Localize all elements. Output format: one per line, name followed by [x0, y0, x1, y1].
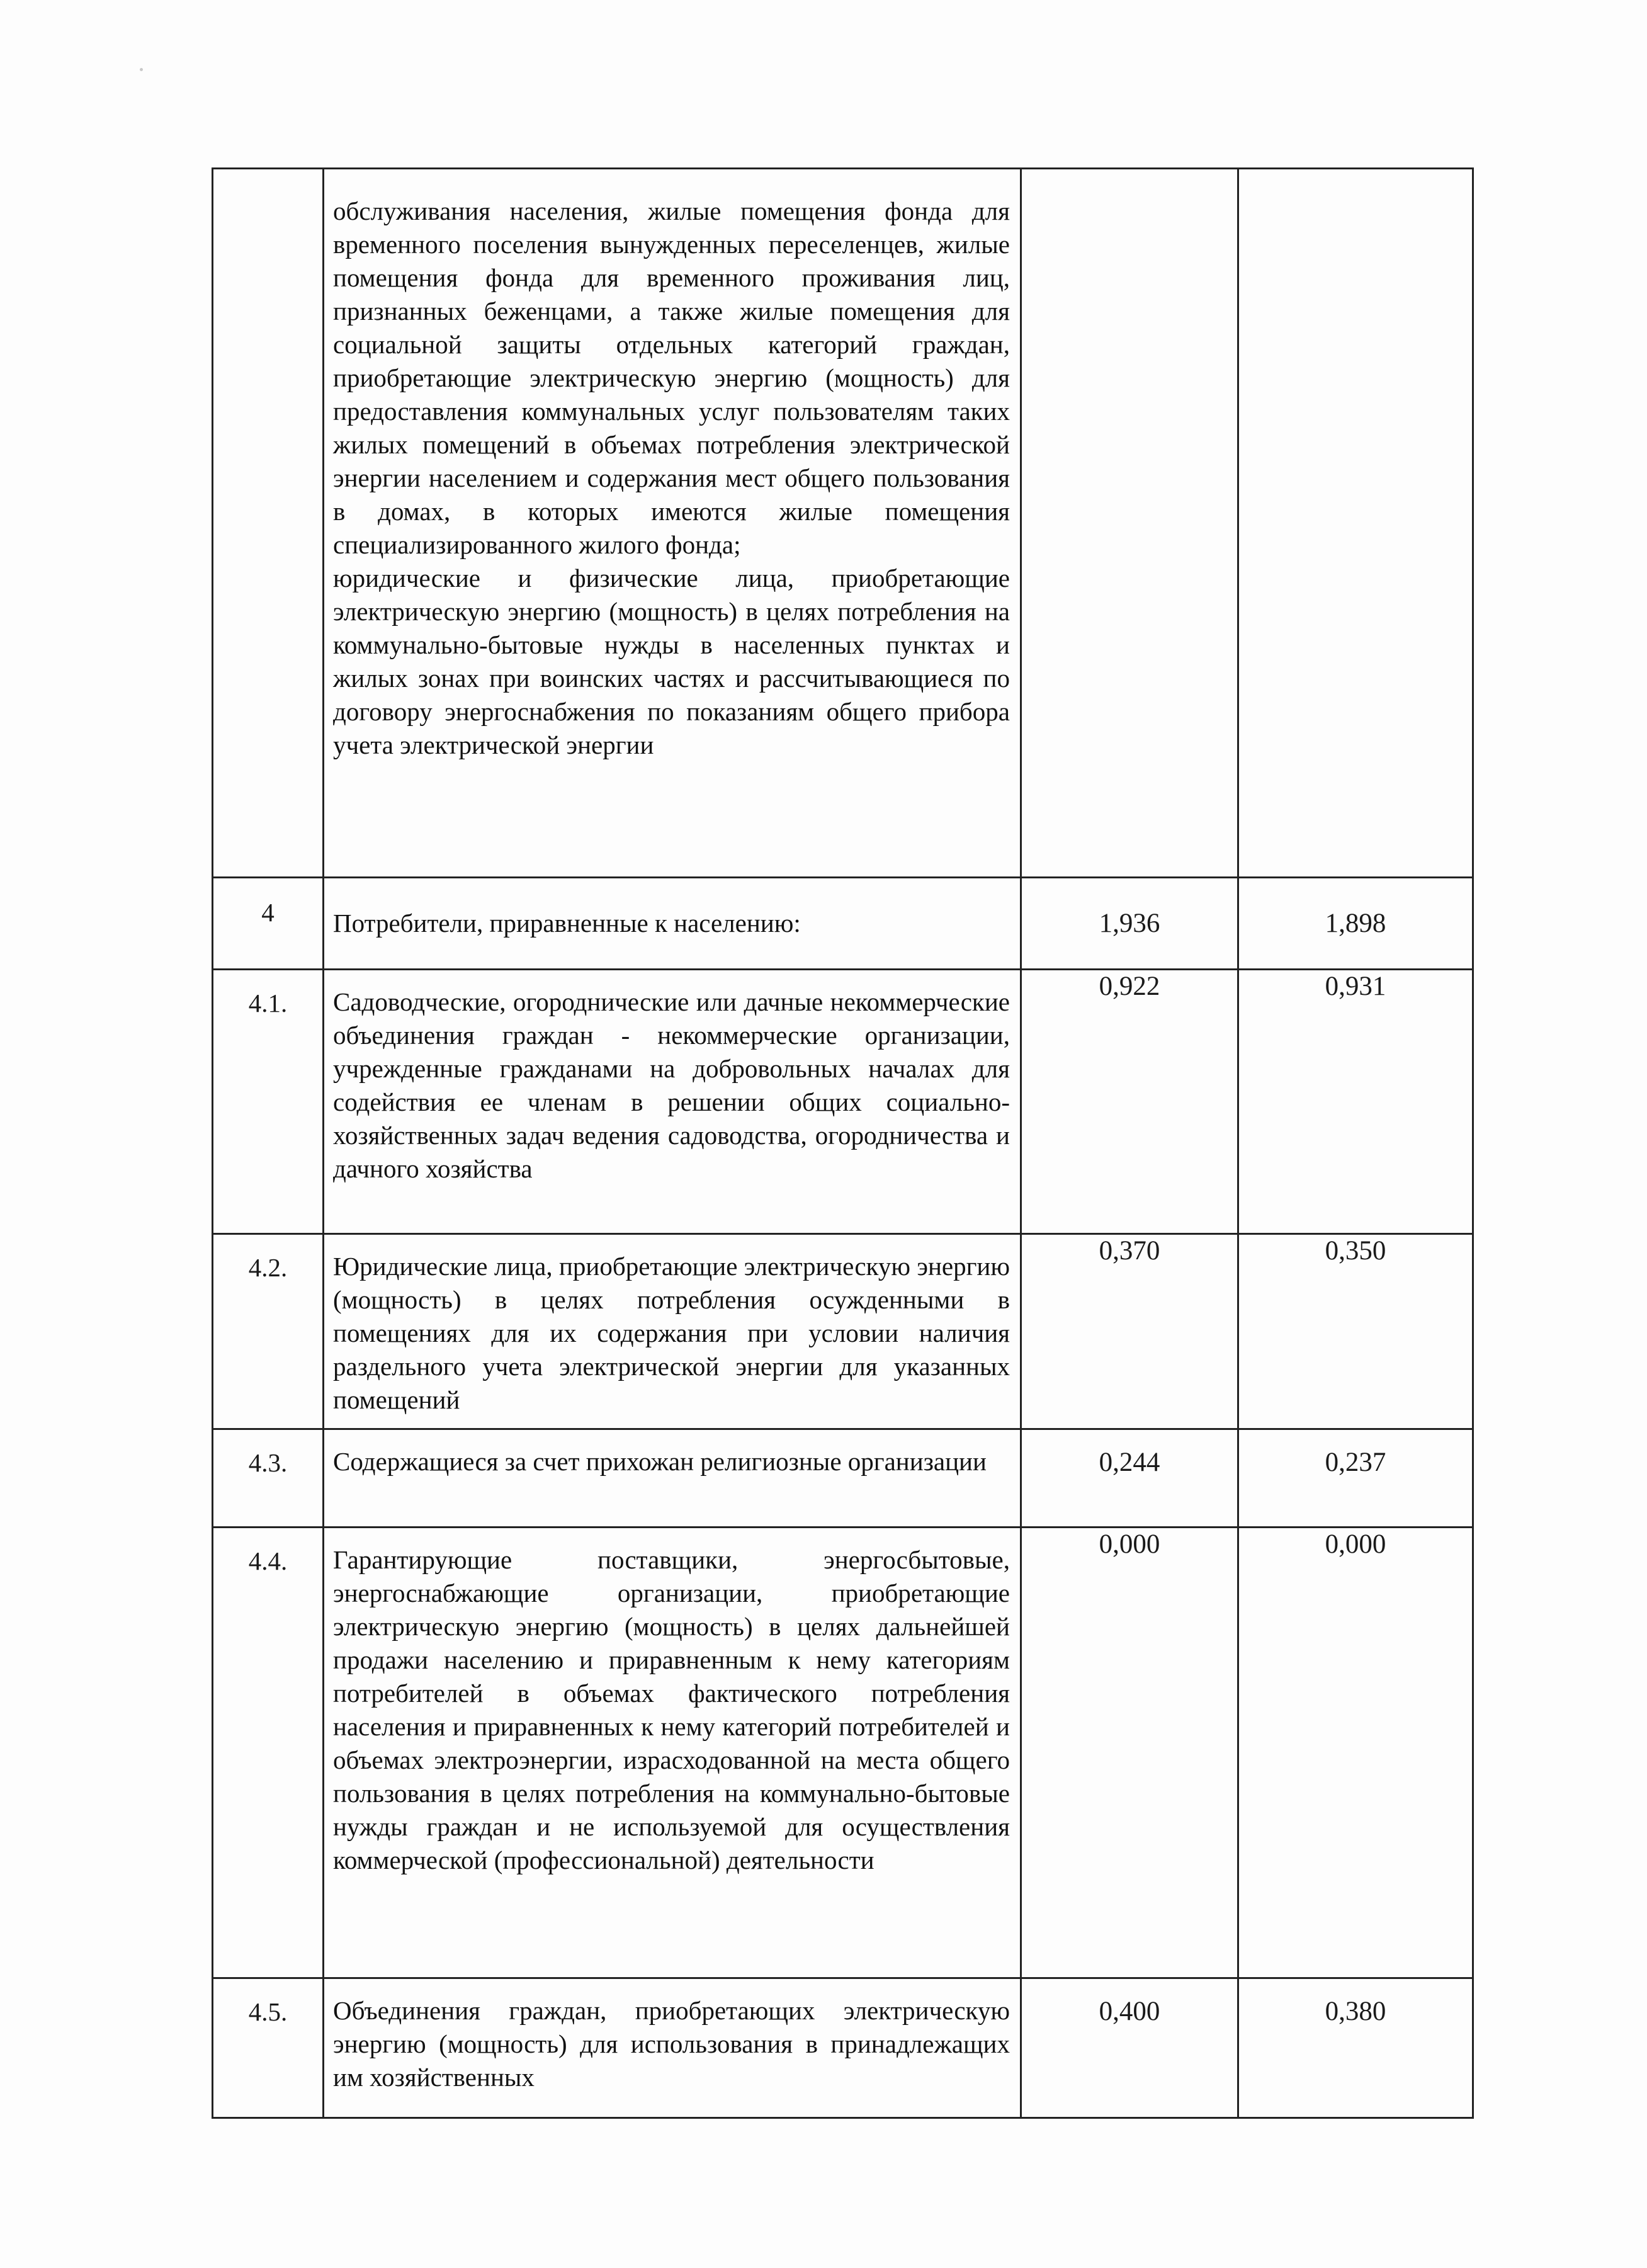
description-paragraph: Объединения граждан, приобретающих электрическую энергию (мощность) для использования в принадлежащих им хозяйственных [333, 1996, 1010, 2092]
description-paragraph: Садоводческие, огороднические или дачные некоммерческие объединения граждан - некоммерческие организации, учрежденные гражданами на добровольных началах для содействия ее членам в решении общих социально-хозяйственных задач ведения садоводства, огородничества и дачного хозяйства [333, 987, 1010, 1183]
row-value-1: 0,000 [1021, 1528, 1238, 1978]
description-paragraph: юридические и физические лица, приобретающие электрическую энергию (мощность) в целях потребления на коммунально-бытовые нужды в населенных пунктах и жилых зонах при воинских частях и рассчитывающиеся по договору энергоснабжения по показаниям общего прибора учета электрической энергии [333, 564, 1010, 759]
table-row-4-5 [213, 1978, 1473, 2118]
row-value-1: 0,922 [1021, 970, 1238, 1234]
description-paragraph: Гарантирующие поставщики, энергосбытовые, энергоснабжающие организации, приобретающие электрическую энергию (мощность) в целях дальнейшей продажи населению и приравненным к нему категориям потребителей в объемах фактического потребления населения и приравненных к нему категорий потребителей и объемах электроэнергии, израсходованной на места общего пользования в целях потребления на коммунально-бытовые нужды граждан и не используемой для осуществления коммерческой (профессиональной) деятельности [333, 1545, 1010, 1874]
row-description [324, 1429, 1021, 1528]
table-row-4-2 [213, 1234, 1473, 1429]
table-row-4-3 [213, 1429, 1473, 1528]
table-row-continuation [213, 169, 1473, 878]
row-value-2: 0,237 [1238, 1429, 1473, 1528]
description-paragraph: Потребители, приравненные к населению: [333, 909, 801, 938]
row-value-1: 1,936 [1021, 878, 1238, 970]
row-number: 4.1. [213, 970, 324, 1234]
row-number: 4.4. [213, 1528, 324, 1978]
row-value-1: 0,244 [1021, 1429, 1238, 1528]
row-value-1: 0,370 [1021, 1234, 1238, 1429]
row-description [324, 1528, 1021, 1978]
row-description [324, 169, 1021, 878]
row-description [324, 878, 1021, 970]
row-description [324, 1234, 1021, 1429]
table-row-4-1 [213, 970, 1473, 1234]
row-number [213, 169, 324, 878]
row-value-1 [1021, 169, 1238, 878]
row-value-2: 0,380 [1238, 1978, 1473, 2118]
row-value-2: 0,350 [1238, 1234, 1473, 1429]
row-number: 4.5. [213, 1978, 324, 2118]
scan-speck [140, 68, 143, 71]
description-paragraph: Содержащиеся за счет прихожан религиозные организации [333, 1447, 987, 1476]
row-description [324, 970, 1021, 1234]
row-value-1: 0,400 [1021, 1978, 1238, 2118]
row-number: 4.3. [213, 1429, 324, 1528]
table-row-4-4 [213, 1528, 1473, 1978]
row-value-2 [1238, 169, 1473, 878]
row-value-2: 1,898 [1238, 878, 1473, 970]
description-paragraph: Юридические лица, приобретающие электрическую энергию (мощность) в целях потребления осужденными в помещениях для их содержания при условии наличия раздельного учета электрической энергии для указанных помещений [333, 1252, 1010, 1414]
row-number: 4.2. [213, 1234, 324, 1429]
row-description [324, 1978, 1021, 2118]
row-value-2: 0,000 [1238, 1528, 1473, 1978]
row-value-2: 0,931 [1238, 970, 1473, 1234]
tariff-table [212, 167, 1474, 2119]
table-row-4 [213, 878, 1473, 970]
row-number: 4 [213, 878, 324, 970]
description-paragraph: обслуживания населения, жилые помещения фонда для временного поселения вынужденных переселенцев, жилые помещения фонда для временного проживания лиц, признанных беженцами, а также жилые помещения для социальной защиты отдельных категорий граждан, приобретающие электрическую энергию (мощность) для предоставления коммунальных услуг пользователям таких жилых помещений в объемах потребления электрической энергии населением и содержания мест общего пользования в домах, в которых имеются жилые помещения специализированного жилого фонда; [333, 196, 1010, 559]
